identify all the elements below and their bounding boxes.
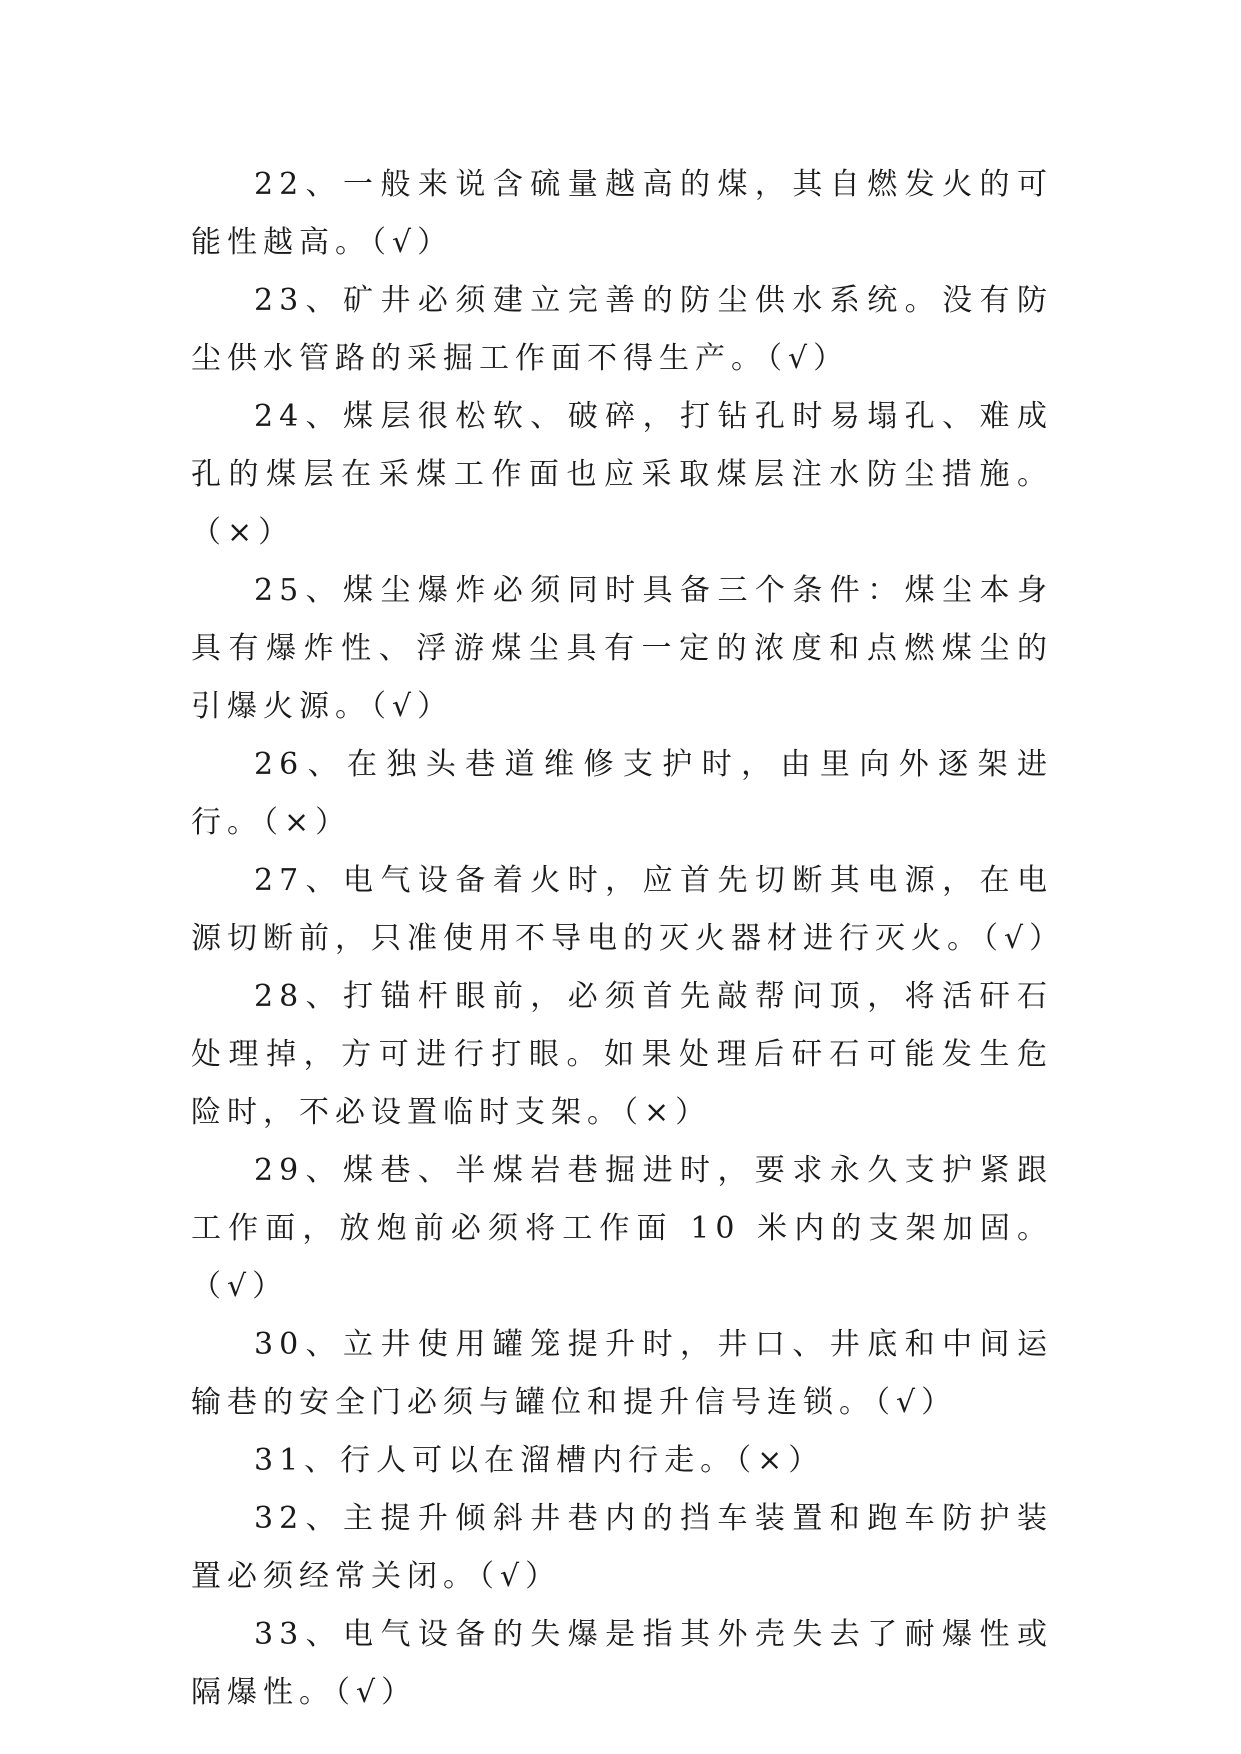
question-28: 28、打锚杆眼前，必须首先敲帮问顶，将活矸石处理掉，方可进行打眼。如果处理后矸石可能发生危险时，不必设置临时支架。（×） <box>191 979 1053 1130</box>
question-22: 22、一般来说含硫量越高的煤，其自燃发火的可能性越高。（√） <box>191 167 1053 260</box>
question-23: 23、矿井必须建立完善的防尘供水系统。没有防尘供水管路的采掘工作面不得生产。（√） <box>191 283 1053 376</box>
question-24: 24、煤层很松软、破碎，打钻孔时易塌孔、难成孔的煤层在采煤工作面也应采取煤层注水防尘措施。（×） <box>191 399 1053 550</box>
question-27: 27、电气设备着火时，应首先切断其电源，在电源切断前，只准使用不导电的灭火器材进行灭火。（√） <box>191 863 1066 956</box>
question-33: 33、电气设备的失爆是指其外壳失去了耐爆性或隔爆性。（√） <box>191 1617 1053 1710</box>
question-29: 29、煤巷、半煤岩巷掘进时，要求永久支护紧跟工作面，放炮前必须将工作面 10 米内的支架加固。（√） <box>191 1153 1053 1304</box>
question-31: 31、行人可以在溜槽内行走。（×） <box>254 1443 825 1478</box>
question-30: 30、立井使用罐笼提升时，井口、井底和中间运输巷的安全门必须与罐位和提升信号连锁。（√） <box>191 1327 1053 1420</box>
question-32: 32、主提升倾斜井巷内的挡车装置和跑车防护装置必须经常关闭。（√） <box>191 1501 1053 1594</box>
question-26: 26、在独头巷道维修支护时，由里向外逐架进行。（×） <box>191 747 1053 840</box>
question-list <box>191 156 1066 1722</box>
question-25: 25、煤尘爆炸必须同时具备三个条件：煤尘本身具有爆炸性、浮游煤尘具有一定的浓度和点燃煤尘的引爆火源。（√） <box>191 573 1053 724</box>
